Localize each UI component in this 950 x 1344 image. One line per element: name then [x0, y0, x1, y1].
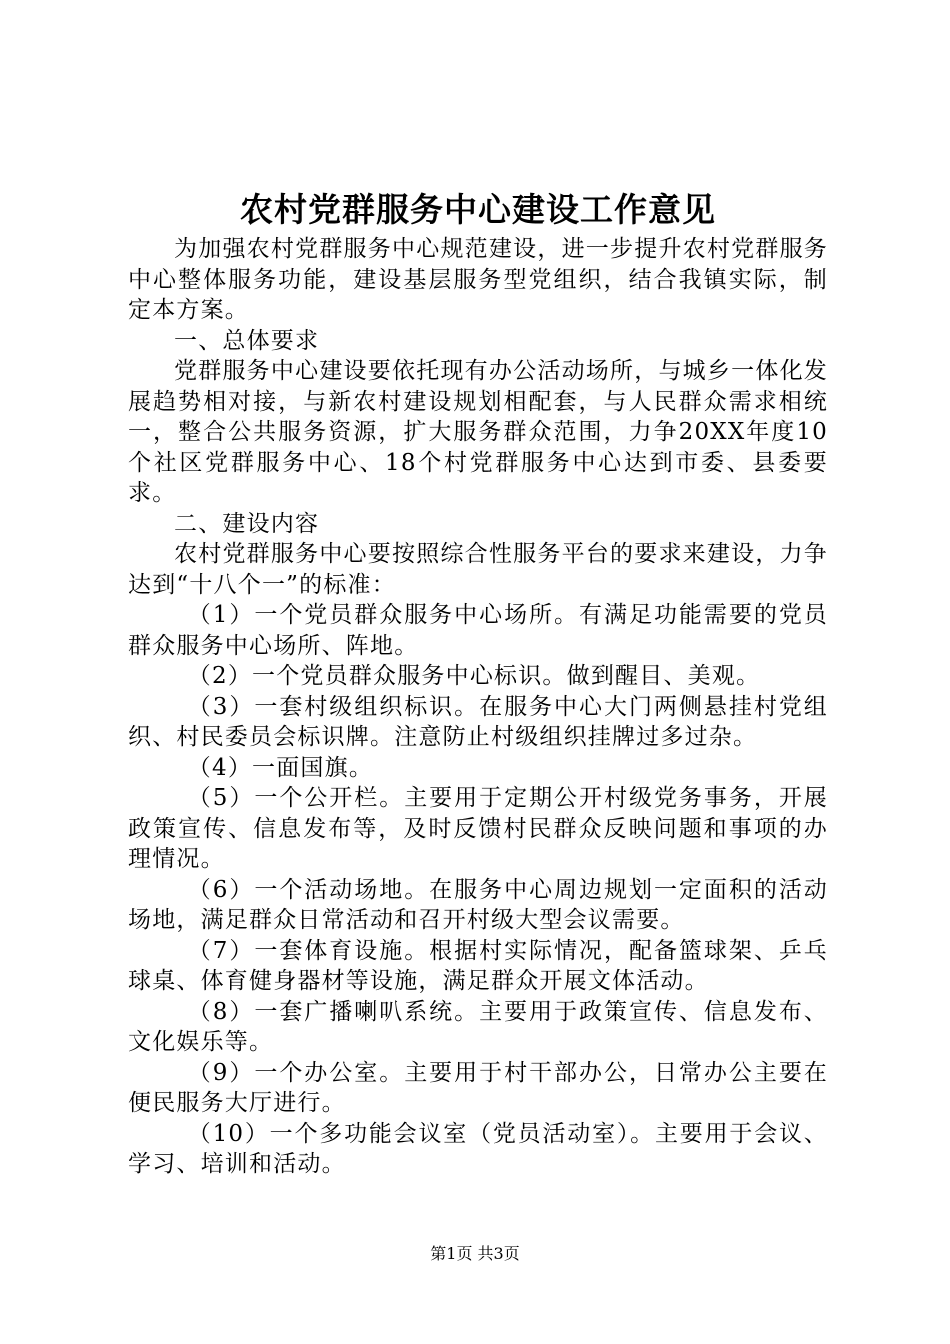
- list-item-6: （6）一个活动场地。在服务中心周边规划一定面积的活动场地，满足群众日常活动和召开村级大型会议需要。: [128, 876, 828, 933]
- list-item-4: （4）一面国旗。: [187, 754, 374, 781]
- paragraph-construction-content: 农村党群服务中心要按照综合性服务平台的要求来建设，力争达到“十八个一”的标准：: [128, 541, 828, 598]
- section-heading-general-requirements: 一、总体要求: [174, 327, 320, 354]
- paragraph-general-requirements: 党群服务中心建设要依托现有办公活动场所，与城乡一体化发展趋势相对接，与新农村建设规划相配套，与人民群众需求相统一，整合公共服务资源，扩大服务群众范围，力争20XX年度10个社区党群服务中心、18个村党群服务中心达到市委、县委要求。: [128, 358, 828, 506]
- list-item-5: （5）一个公开栏。主要用于定期公开村级党务事务，开展政策宣传、信息发布等，及时反馈村民群众反映问题和事项的办理情况。: [128, 785, 828, 872]
- page-footer: 第1页 共3页: [430, 1244, 520, 1263]
- paragraph-intro: 为加强农村党群服务中心规范建设，进一步提升农村党群服务中心整体服务功能，建设基层服务型党组织，结合我镇实际，制定本方案。: [128, 236, 828, 323]
- list-item-8: （8）一套广播喇叭系统。主要用于政策宣传、信息发布、文化娱乐等。: [128, 998, 828, 1055]
- section-heading-construction-content: 二、建设内容: [174, 510, 320, 537]
- document-page: [128, 190, 828, 1180]
- list-item-2: （2）一个党员群众服务中心标识。做到醒目、美观。: [187, 663, 761, 689]
- document-body: [128, 234, 828, 1180]
- list-item-10: （10）一个多功能会议室（党员活动室）。主要用于会议、学习、培训和活动。: [128, 1120, 828, 1177]
- document-title: 农村党群服务中心建设工作意见: [240, 190, 716, 229]
- list-item-9: （9）一个办公室。主要用于村干部办公，日常办公主要在便民服务大厅进行。: [128, 1059, 828, 1116]
- list-item-1: （1）一个党员群众服务中心场所。有满足功能需要的党员群众服务中心场所、阵地。: [128, 602, 828, 659]
- list-item-3: （3）一套村级组织标识。在服务中心大门两侧悬挂村党组织、村民委员会标识牌。注意防止村级组织挂牌过多过杂。: [128, 693, 828, 750]
- list-item-7: （7）一套体育设施。根据村实际情况，配备篮球架、乒乓球桌、体育健身器材等设施，满足群众开展文体活动。: [128, 937, 828, 994]
